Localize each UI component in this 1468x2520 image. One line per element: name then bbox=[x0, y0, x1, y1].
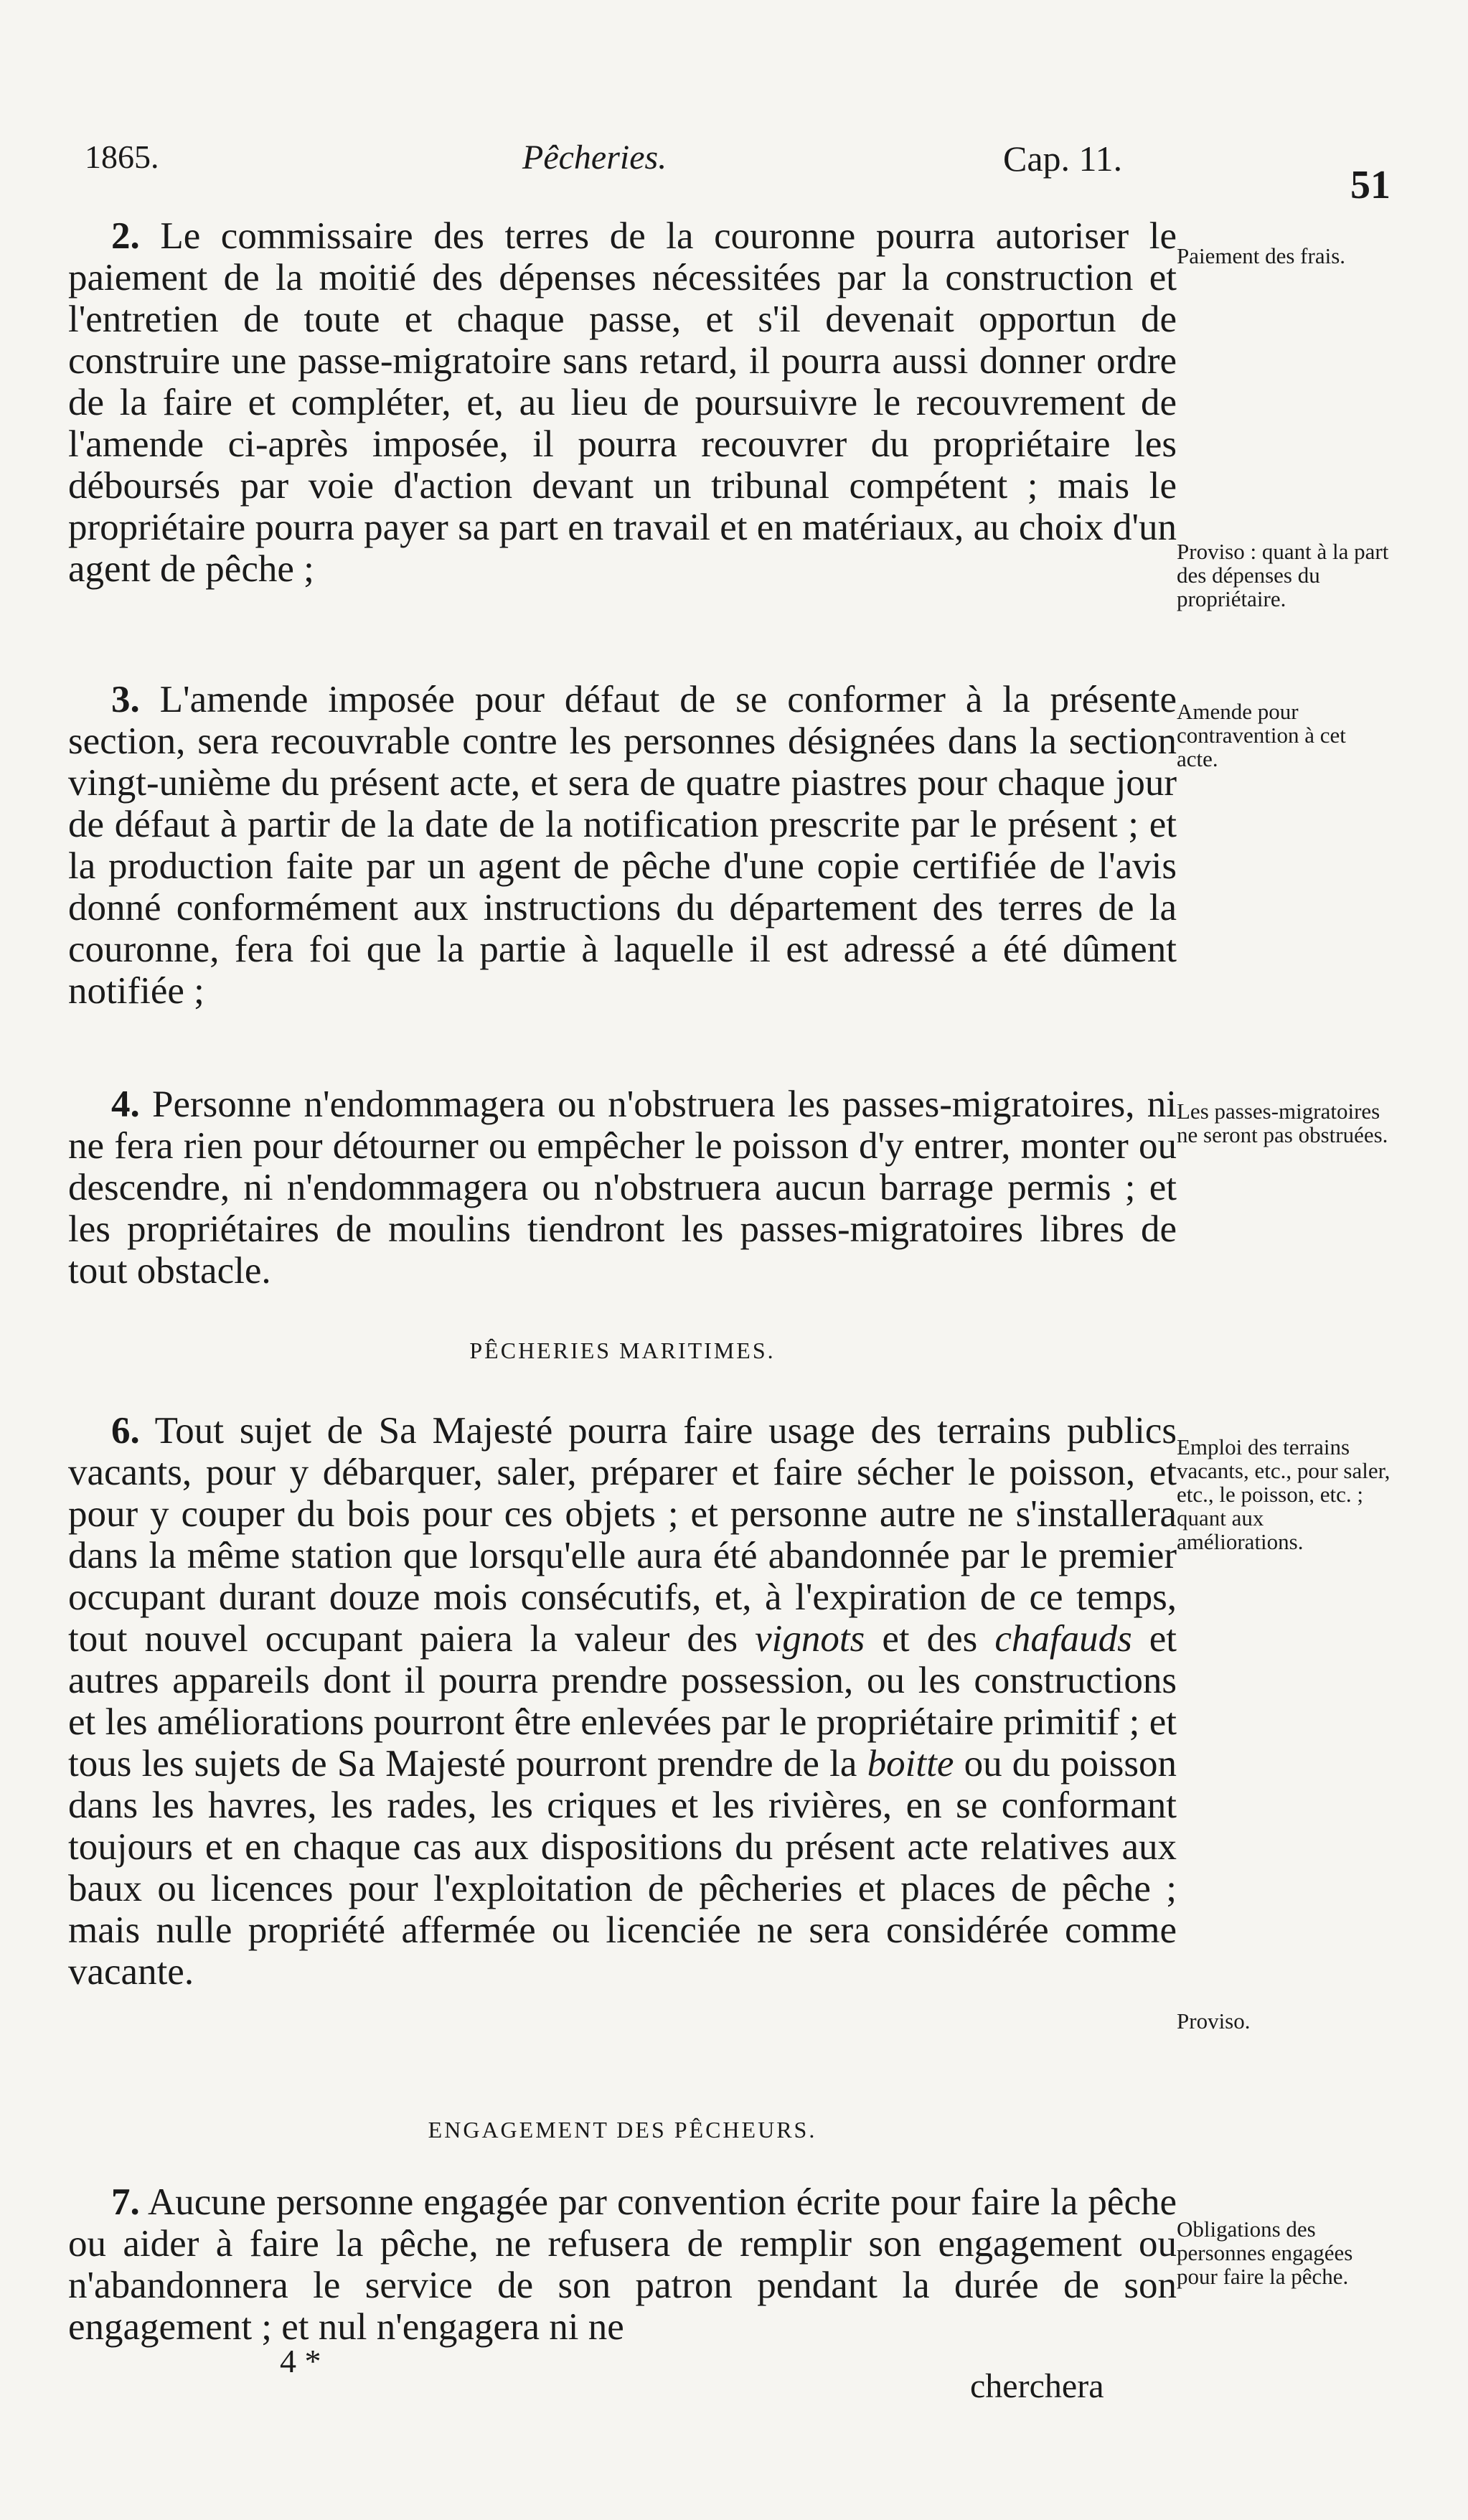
section-2-text: Le commissaire des terres de la couronne pourra autoriser le paiement de la moitié des dépenses nécessitées par la construction et l'entretien de toute et chaque passe, et s'il devenait opportun de construire une passe-migratoire sans retard, il pourra aussi donner ordre de la faire et compléter, et, au lieu de poursuivre le recouvrement de l'amende ci-après imposée, il pourra recouvrer du propriétaire les déboursés par voie d'action devant un tribunal compétent ; mais le propriétaire pourra payer sa part en travail et en matériaux, au choix d'un agent de pêche ; bbox=[68, 215, 1177, 590]
margin-note-obligations: Obligations des personnes engagées pour faire la pêche. bbox=[1177, 2216, 1353, 2289]
section-6-italic-chafauds: chafauds bbox=[994, 1618, 1132, 1660]
section-7 bbox=[68, 2181, 1177, 2348]
section-2 bbox=[68, 215, 1177, 590]
section-4-text: Personne n'endommagera ou n'obstruera les passes-migratoires, ni ne fera rien pour détourner ou empêcher le poisson d'y entrer, monter ou descendre, ni n'endommagera ou n'obstruera aucun barrage permis ; et les propriétaires de moulins tiendront les passes-migratoires libres de tout obstacle. bbox=[68, 1083, 1177, 1292]
margin-note-emploi: Emploi des terrains vacants, etc., pour saler, etc., le poisson, etc. ; quant aux améliorations. bbox=[1177, 1434, 1391, 1554]
margin-note-paiement: Paiement des frais. bbox=[1177, 243, 1346, 268]
margin-note-proviso: Proviso. bbox=[1177, 2008, 1251, 2034]
section-7-number: 7. bbox=[111, 2181, 140, 2223]
margin-note-proviso-part: Proviso : quant à la part des dépenses du propriétaire. bbox=[1177, 539, 1389, 611]
page-number: 51 bbox=[1350, 163, 1391, 207]
section-6 bbox=[68, 1410, 1177, 1993]
section-3 bbox=[68, 679, 1177, 1012]
section-2-number: 2. bbox=[111, 215, 140, 257]
header-title: Pêcheries. bbox=[522, 138, 667, 177]
section-6-text-c: et autres appareils dont il pourra prendre possession, ou les constructions et les améliorations pourront être enlevées par le propriétaire primitif ; et tous les sujets de Sa Majesté pourront prendre de la bbox=[68, 1618, 1177, 1785]
section-6-italic-boitte: boitte bbox=[867, 1743, 954, 1785]
catchword: cherchera bbox=[970, 2367, 1104, 2405]
section-3-number: 3. bbox=[111, 679, 140, 720]
signature-mark: 4 * bbox=[280, 2343, 321, 2379]
margin-note-amende: Amende pour contravention à cet acte. bbox=[1177, 699, 1346, 771]
section-7-text: Aucune personne engagée par convention écrite pour faire la pêche ou aider à faire la pêche, ne refusera de remplir son engagement ou n'abandonnera le service de son patron pendant la durée de son engagement ; et nul n'engagera ni ne bbox=[68, 2181, 1177, 2348]
section-4 bbox=[68, 1083, 1177, 1292]
section-3-text: L'amende imposée pour défaut de se conformer à la présente section, sera recouvrable contre les personnes désignées dans la section vingt-unième du présent acte, et sera de quatre piastres pour chaque jour de défaut à partir de la date de la notification prescrite par le présent ; et la production faite par un agent de pêche d'une copie certifiée de l'avis donné conformément aux instructions du département des terres de la couronne, fera foi que la partie à laquelle il est adressé a été dûment notifiée ; bbox=[68, 679, 1177, 1012]
section-6-italic-vignots: vignots bbox=[755, 1618, 865, 1660]
header-chapter: Cap. 11. bbox=[1003, 138, 1123, 179]
section-6-text-b: et des bbox=[865, 1618, 995, 1660]
heading-engagement: ENGAGEMENT DES PÊCHEURS. bbox=[428, 2117, 817, 2143]
section-4-number: 4. bbox=[111, 1083, 140, 1125]
header-year: 1865. bbox=[85, 138, 159, 175]
section-6-number: 6. bbox=[111, 1410, 140, 1452]
page-header bbox=[85, 138, 1391, 207]
heading-pecheries-maritimes: PÊCHERIES MARITIMES. bbox=[469, 1337, 776, 1363]
section-6-text-d: ou du poisson dans les havres, les rades, les criques et les rivières, en se conformant toujours et en chaque cas aux dispositions du présent acte relatives aux baux ou licences pour l'exploitation de pêcheries et places de pêche ; mais nulle propriété affermée ou licenciée ne sera considérée comme vacante. bbox=[68, 1743, 1177, 1993]
section-6-text-a: Tout sujet de Sa Majesté pourra faire usage des terrains publics vacants, pour y débarquer, saler, préparer et faire sécher le poisson, et pour y couper du bois pour ces objets ; et personne autre ne s'installera dans la même station que lorsqu'elle aura été abandonnée par le premier occupant durant douze mois consécutifs, et, à l'expiration de ce temps, tout nouvel occupant paiera la valeur des bbox=[68, 1410, 1177, 1660]
margin-note-passes: Les passes-migratoires ne seront pas obstruées. bbox=[1177, 1099, 1388, 1147]
